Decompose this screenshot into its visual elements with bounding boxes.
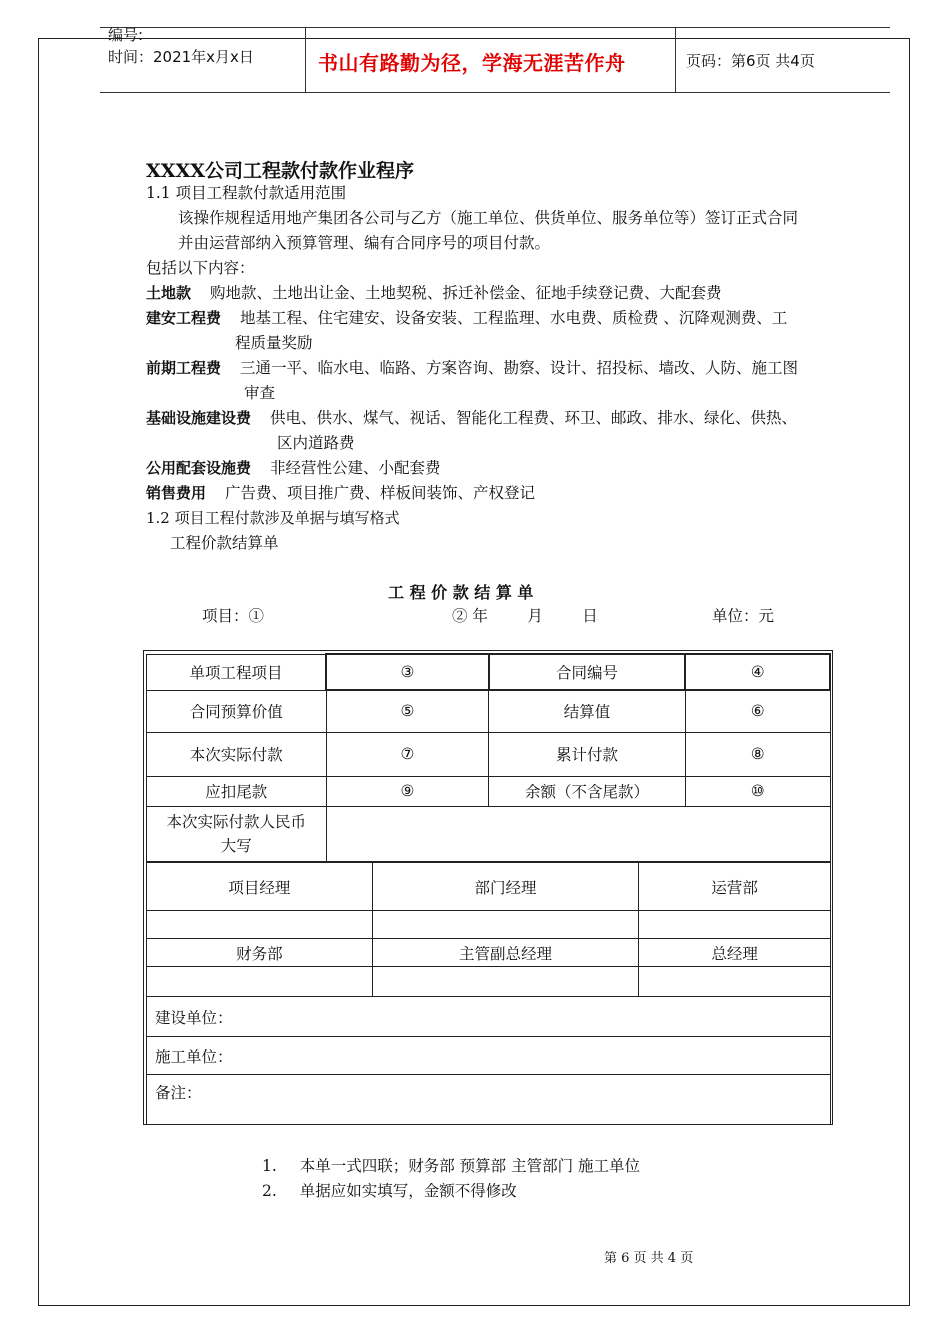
section-1-1-heading: 1.1 项目工程款付款适用范围 <box>146 184 347 202</box>
table-row <box>147 1075 831 1125</box>
table-row <box>147 967 831 997</box>
signature-table <box>146 862 831 1125</box>
item-label: 销售费用 <box>146 484 207 502</box>
form-date-label: ② 年 月 日 <box>452 607 598 625</box>
item-construction <box>146 306 787 331</box>
cell-value[interactable]: ④ <box>685 654 830 690</box>
sign-label: 运营部 <box>639 863 831 911</box>
table-row <box>147 806 831 861</box>
construct-unit-field[interactable]: 施工单位： <box>147 1037 831 1075</box>
sign-label: 项目经理 <box>147 863 373 911</box>
cell-label: 合同预算价值 <box>147 690 327 732</box>
note-number: 2. <box>262 1182 277 1200</box>
note-text: 本单一式四联；财务部 预算部 主管部门 施工单位 <box>299 1157 641 1175</box>
item-preliminary-line2: 审查 <box>244 384 276 402</box>
sign-field[interactable] <box>147 967 373 997</box>
cell-value[interactable]: ⑩ <box>685 776 830 806</box>
sign-field[interactable] <box>147 911 373 939</box>
section-1-1-para-line2: 并由运营部纳入预算管理、编有合同序号的项目付款。 <box>178 234 551 252</box>
page-label: 页码：第6页 共4页 <box>686 52 815 70</box>
build-unit-field[interactable]: 建设单位： <box>147 997 831 1037</box>
sign-label: 部门经理 <box>372 863 639 911</box>
cell-label: 应扣尾款 <box>147 776 327 806</box>
item-sales <box>146 481 535 506</box>
item-label: 土地款 <box>146 284 192 302</box>
note-2 <box>262 1179 517 1204</box>
note-text: 单据应如实填写，金额不得修改 <box>299 1182 517 1200</box>
item-label: 基础设施建设费 <box>146 409 252 427</box>
sign-label: 总经理 <box>639 939 831 967</box>
item-public-facilities <box>146 456 440 481</box>
number-label: 编号: <box>108 26 144 44</box>
cell-value[interactable]: ⑦ <box>326 732 489 776</box>
item-text: 供电、供水、煤气、视话、智能化工程费、环卫、邮政、排水、绿化、供热、 <box>269 409 797 427</box>
sign-field[interactable] <box>372 911 639 939</box>
cell-label: 结算值 <box>489 690 686 732</box>
item-text: 三通一平、临水电、临路、方案咨询、勘察、设计、招投标、墙改、人防、施工图 <box>239 359 798 377</box>
cell-value[interactable]: ⑤ <box>326 690 489 732</box>
cell-value[interactable]: ⑧ <box>685 732 830 776</box>
form-project-label: 项目：① <box>202 607 265 625</box>
table-row <box>147 732 831 776</box>
header-bottom-rule <box>100 92 890 93</box>
cell-value[interactable]: ⑥ <box>685 690 830 732</box>
table-row <box>147 911 831 939</box>
item-text: 地基工程、住宅建安、设备安装、工程监理、水电费、质检费 、沉降观测费、工 <box>239 309 788 327</box>
item-land <box>146 281 721 306</box>
form-title: 工 程 价 款 结 算 单 <box>388 583 534 602</box>
sign-field[interactable] <box>372 967 639 997</box>
section-1-2-heading: 1.2 项目工程付款涉及单据与填写格式 <box>146 509 400 527</box>
sign-label: 财务部 <box>147 939 373 967</box>
doc-title: XXXX公司工程款付款作业程序 <box>146 160 414 182</box>
header-divider-left <box>305 27 306 92</box>
footer-page-number: 第 6 页 共 4 页 <box>604 1251 694 1266</box>
item-label: 公用配套设施费 <box>146 459 252 477</box>
table-row <box>147 690 831 732</box>
note-number: 1. <box>262 1157 277 1175</box>
rmb-amount-label <box>147 806 327 861</box>
sign-field[interactable] <box>639 911 831 939</box>
table-row <box>147 776 831 806</box>
table-row <box>147 997 831 1037</box>
settlement-table <box>146 653 831 862</box>
item-label: 建安工程费 <box>146 309 222 327</box>
cell-label: 余额（不含尾款） <box>489 776 686 806</box>
time-label: 时间：2021年x月x日 <box>108 48 254 66</box>
cell-label: 单项工程项目 <box>147 654 327 690</box>
table-row <box>147 863 831 911</box>
item-text: 广告费、项目推广费、样板间装饰、产权登记 <box>224 484 535 502</box>
item-infrastructure <box>146 406 797 431</box>
sign-label: 主管副总经理 <box>372 939 639 967</box>
cell-value[interactable]: ③ <box>326 654 489 690</box>
table-row <box>147 1037 831 1075</box>
motto: 书山有路勤为径，学海无涯苦作舟 <box>318 51 626 75</box>
remark-field[interactable]: 备注： <box>147 1075 831 1125</box>
form-unit-label: 单位：元 <box>712 607 775 625</box>
cell-label: 合同编号 <box>489 654 686 690</box>
item-label: 前期工程费 <box>146 359 222 377</box>
item-text: 购地款、土地出让金、土地契税、拆迁补偿金、征地手续登记费、大配套费 <box>209 284 722 302</box>
table-row <box>147 939 831 967</box>
rmb-label-line1: 本次实际付款人民币 <box>166 812 307 831</box>
note-1 <box>262 1154 640 1179</box>
sign-field[interactable] <box>639 967 831 997</box>
table-row <box>147 654 831 690</box>
item-infrastructure-line2: 区内道路费 <box>277 434 355 452</box>
section-1-1-para-line1: 该操作规程适用地产集团各公司与乙方（施工单位、供货单位、服务单位等）签订正式合同 <box>178 209 799 227</box>
rmb-amount-value[interactable] <box>326 806 830 861</box>
header-divider-right <box>675 27 676 92</box>
includes-label: 包括以下内容： <box>146 259 255 277</box>
section-1-2-sub: 工程价款结算单 <box>170 534 279 552</box>
cell-label: 本次实际付款 <box>147 732 327 776</box>
rmb-label-line2: 大写 <box>220 836 252 855</box>
cell-label: 累计付款 <box>489 732 686 776</box>
item-construction-line2: 程质量奖励 <box>235 334 313 352</box>
item-preliminary <box>146 356 798 381</box>
header-top-rule <box>100 27 890 28</box>
item-text: 非经营性公建、小配套费 <box>269 459 441 477</box>
cell-value[interactable]: ⑨ <box>326 776 489 806</box>
